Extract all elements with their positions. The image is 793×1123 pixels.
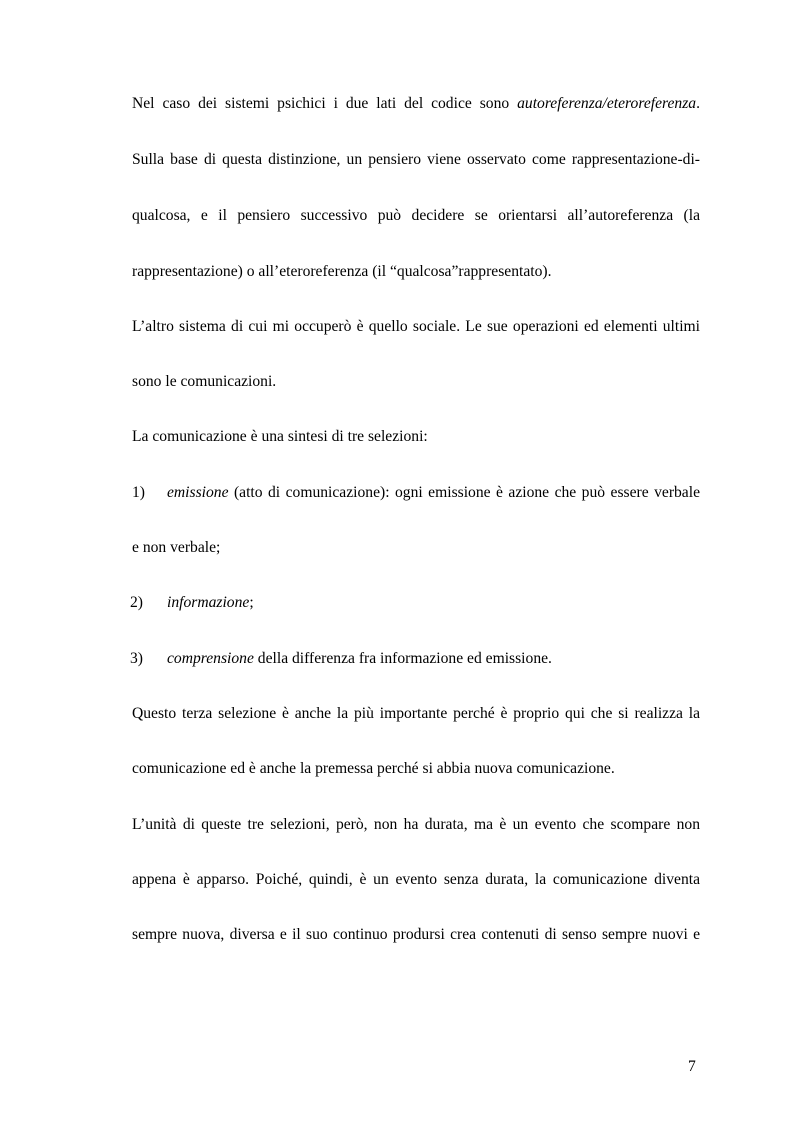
paragraph-1-line-4: rappresentazione) o all’eteroreferenza (il “qualcosa”rappresentato). — [132, 263, 552, 280]
paragraph-2-line-1: L’altro sistema di cui mi occuperò è quello sociale. Le sue operazioni ed elementi ultimi — [132, 318, 700, 335]
list-item-2-text — [167, 593, 254, 613]
list-item-1-continuation: e non verbale; — [132, 539, 221, 556]
paragraph-1-line-3: qualcosa, e il pensiero successivo può decidere se orientarsi all’autoreferenza (la — [132, 207, 700, 224]
list-item-1-term: emissione — [167, 484, 229, 501]
paragraph-5-line-2: appena è apparso. Poiché, quindi, è un evento senza durata, la comunicazione diventa — [132, 871, 700, 888]
paragraph-2-line-2: sono le comunicazioni. — [132, 373, 277, 390]
paragraph-1-italic-term: autoreferenza/eteroreferenza — [517, 95, 697, 112]
list-item-3-text — [167, 649, 552, 669]
list-item-1-rest: (atto di comunicazione): ogni emissione è azione che può essere verbale — [228, 484, 700, 501]
page-number: 7 — [688, 1058, 696, 1075]
list-item-2-rest: ; — [249, 594, 254, 611]
paragraph-1-line-1-end: . — [696, 95, 700, 112]
paragraph-1-line-1 — [132, 94, 700, 114]
paragraph-1-line-1-text: Nel caso dei sistemi psichici i due lati del codice sono — [132, 95, 518, 112]
paragraph-4-line-1: Questo terza selezione è anche la più importante perché è proprio qui che si realizza la — [132, 705, 700, 722]
paragraph-5-line-1: L’unità di queste tre selezioni, però, non ha durata, ma è un evento che scompare non — [132, 816, 700, 833]
list-item-1-number: 1) — [132, 484, 145, 501]
list-item-3-term: comprensione — [167, 650, 254, 667]
paragraph-3-line-1: La comunicazione è una sintesi di tre selezioni: — [132, 428, 428, 445]
list-item-3-number: 3) — [130, 650, 143, 667]
list-item-3-rest: della differenza fra informazione ed emissione. — [253, 650, 552, 667]
list-item-2-term: informazione — [167, 594, 250, 611]
paragraph-4-line-2: comunicazione ed è anche la premessa perché si abbia nuova comunicazione. — [132, 760, 615, 777]
list-item-2-number: 2) — [130, 594, 143, 611]
paragraph-5-line-3: sempre nuova, diversa e il suo continuo prodursi crea contenuti di senso sempre nuovi e — [132, 926, 700, 943]
paragraph-1-line-2: Sulla base di questa distinzione, un pensiero viene osservato come rappresentazione-di- — [132, 151, 700, 168]
list-item-1-text — [167, 483, 700, 503]
